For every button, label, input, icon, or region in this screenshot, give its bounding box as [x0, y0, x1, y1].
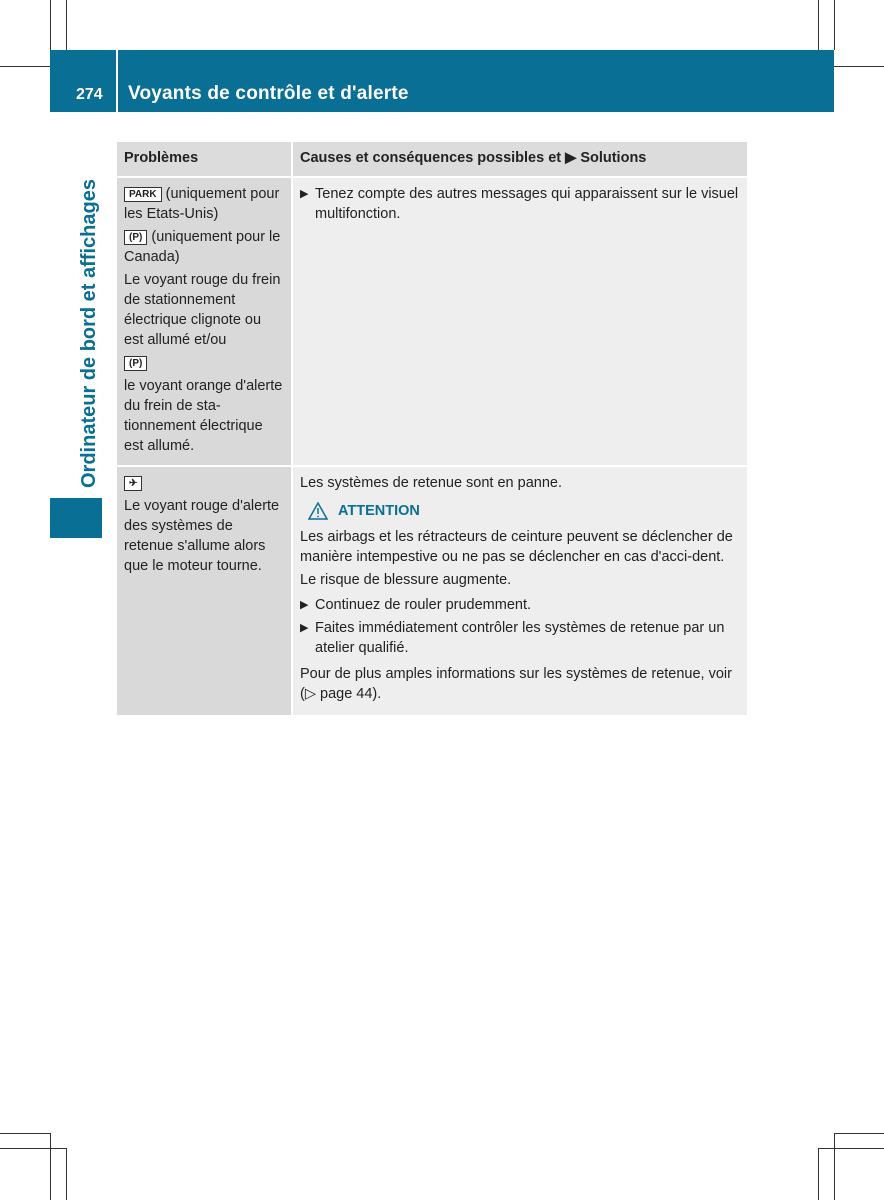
section-label: Ordinateur de bord et affichages: [78, 179, 100, 488]
airbag-icon: ✈: [124, 476, 142, 491]
crop-mark: [50, 1133, 51, 1200]
crop-mark: [66, 0, 67, 50]
orange-lamp-text: le voyant orange d'alerte du frein de sta-tionnement électrique est allumé.: [124, 378, 283, 454]
solution-text: Tenez compte des autres messages qui apparaissent sur le visuel multifonction.: [315, 186, 739, 222]
arrow-icon: ▶: [300, 599, 309, 611]
park-note: (uniquement pour les Etats-Unis): [124, 186, 280, 222]
problem-cell: [117, 466, 292, 715]
table-row: [117, 466, 747, 715]
problem-cell: [117, 177, 292, 466]
crop-mark: [834, 1133, 884, 1134]
red-lamp-text: Le voyant rouge du frein de stationnement électrique clignote ou est allumé et/ou: [124, 272, 281, 348]
crop-mark: [818, 1148, 884, 1149]
column-header-causes: Causes et conséquences possibles et ▶ Solutions: [292, 142, 747, 177]
crop-mark: [0, 1148, 66, 1149]
warning-label: ATTENTION: [338, 503, 420, 519]
solution-step: [300, 184, 740, 224]
solution-cell: [292, 466, 747, 715]
solution-cell: [292, 177, 747, 466]
park-line: [124, 184, 284, 224]
crop-mark: [0, 66, 50, 67]
arrow-icon: ▶: [300, 188, 309, 200]
warning-text: Les airbags et les rétracteurs de ceinture peuvent se déclencher de manière intempestive ou ne pas se déclencher en cas d'acci-dent.: [300, 529, 733, 565]
warning-lamp-table: [117, 142, 747, 715]
warning-triangle-icon: [308, 502, 328, 520]
crop-mark: [834, 0, 835, 50]
page-title: Voyants de contrôle et d'alerte: [128, 83, 409, 104]
restraint-lamp-text: Le voyant rouge d'alerte des systèmes de retenue s'allume alors que le moteur tourne.: [124, 498, 280, 574]
warning-heading: [300, 501, 740, 521]
crop-mark: [834, 1133, 835, 1200]
column-header-problems: Problèmes: [117, 142, 292, 177]
crop-mark: [0, 1133, 50, 1134]
crop-mark: [66, 1148, 67, 1200]
table-row: [117, 177, 747, 466]
solution-step: [300, 595, 740, 615]
page-number: 274: [76, 86, 103, 103]
risk-text: Le risque de blessure augmente.: [300, 572, 512, 588]
crop-mark: [50, 0, 51, 50]
solution-step: [300, 618, 740, 658]
park-icon: PARK: [124, 187, 162, 202]
step-text: Faites immédiatement contrôler les systèmes de retenue par un atelier qualifié.: [315, 620, 725, 656]
more-info-text: Pour de plus amples informations sur les systèmes de retenue, voir (▷ page 44).: [300, 666, 732, 702]
table-header-row: [117, 142, 747, 177]
header-divider: [116, 50, 118, 112]
crop-mark: [818, 1148, 819, 1200]
parking-brake-icon-line: [124, 353, 284, 373]
arrow-icon: ▶: [300, 622, 309, 634]
parking-brake-icon: (P): [124, 230, 147, 245]
cause-text: Les systèmes de retenue sont en panne.: [300, 475, 562, 491]
step-text: Continuez de rouler prudemment.: [315, 597, 532, 613]
crop-mark: [834, 66, 884, 67]
canada-note: (uniquement pour le Canada): [124, 229, 281, 265]
airbag-icon-line: [124, 473, 284, 493]
parking-brake-icon: (P): [124, 356, 147, 371]
crop-mark: [818, 0, 819, 50]
canada-line: [124, 227, 284, 267]
section-tab: [50, 498, 102, 538]
